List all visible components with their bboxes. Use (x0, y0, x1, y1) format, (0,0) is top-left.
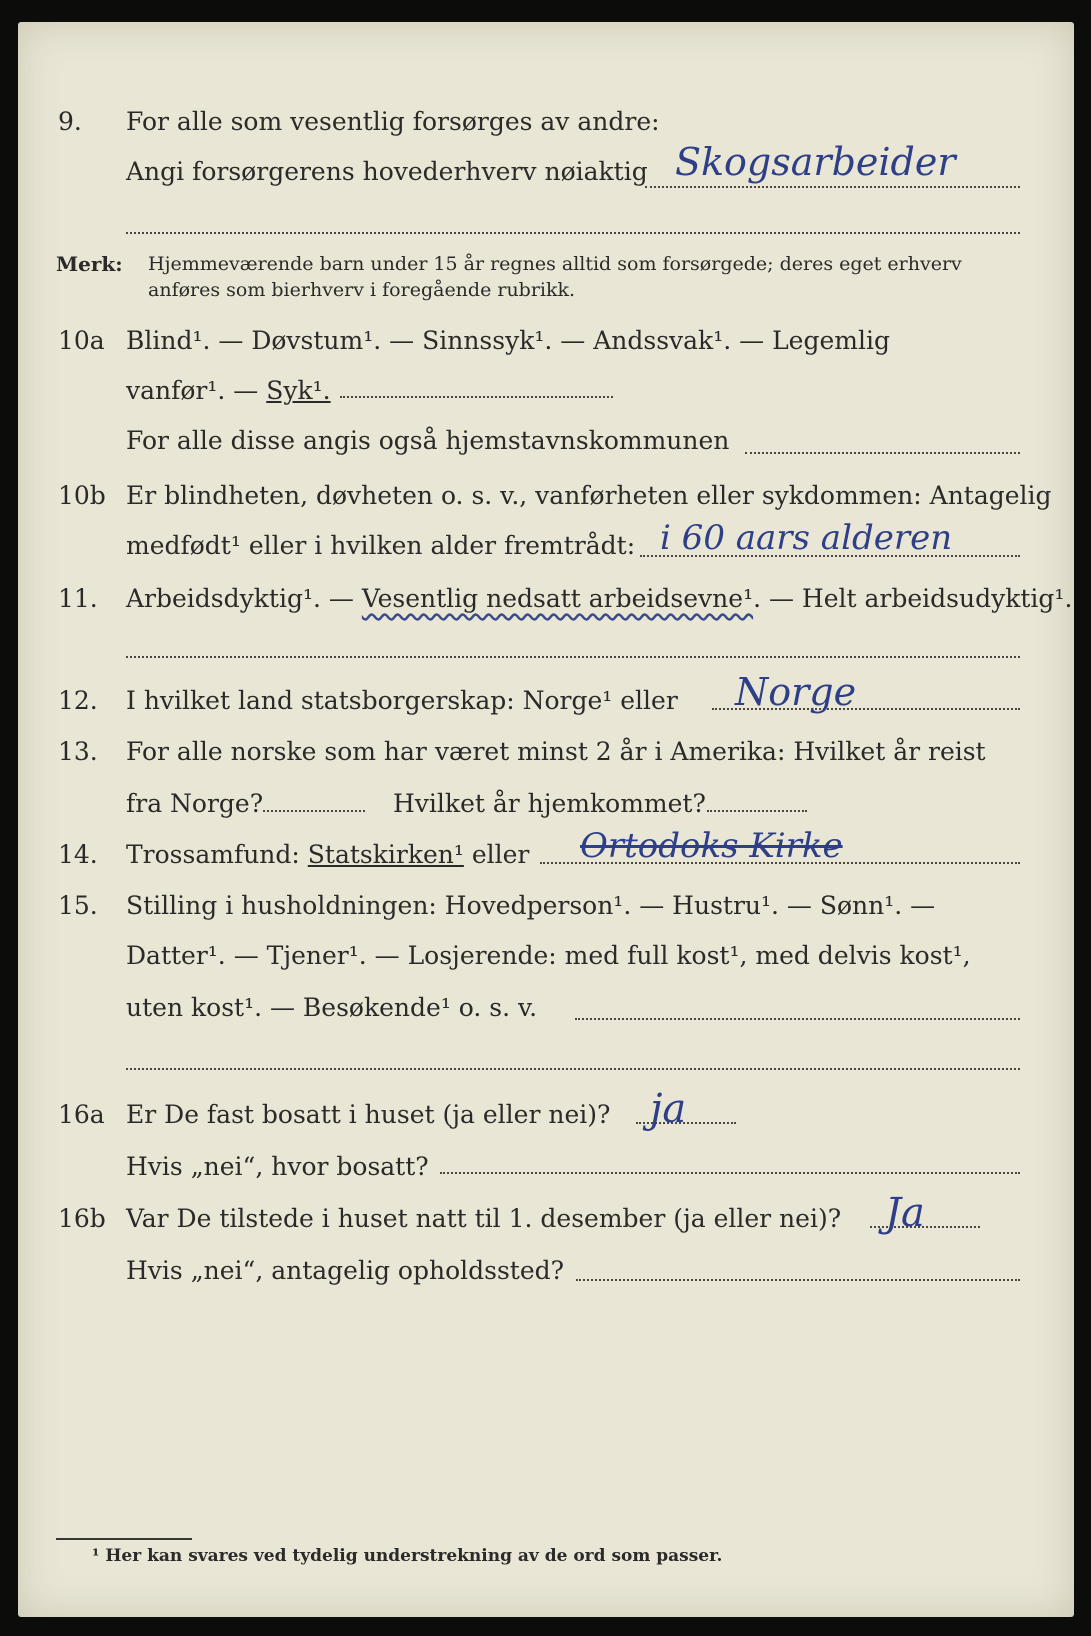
q13-number: 13. (58, 737, 98, 766)
q10b-line2: medfødt¹ eller i hvilken alder fremtrådt: (126, 531, 636, 560)
q14-statskirken: Statskirken¹ (307, 840, 464, 869)
q15-line2: Datter¹. — Tjener¹. — Losjerende: med full kost¹, med delvis kost¹, (126, 941, 971, 970)
q12-line1: I hvilket land statsborgerskap: Norge¹ eller (126, 686, 678, 715)
q11-suffix: . — Helt arbeidsudyktig¹. (753, 584, 1073, 613)
q10a-line1: Blind¹. — Døvstum¹. — Sinnssyk¹. — Andssvak¹. — Legemlig (126, 326, 890, 355)
q10b-line1: Er blindheten, døvheten o. s. v., vanførheten eller sykdommen: Antagelig (126, 481, 1052, 510)
q10b-answer: i 60 aars alderen (660, 518, 953, 558)
q9-number: 9. (58, 107, 82, 136)
q15-line3: uten kost¹. — Besøkende¹ o. s. v. (126, 993, 538, 1022)
q14-prefix: Trossamfund: (126, 840, 308, 869)
q13-line2b: Hvilket år hjemkommet? (393, 789, 706, 818)
q10a-line2 (126, 376, 331, 405)
q16a-bosatt-line (440, 1172, 1020, 1174)
q9-line1: For alle som vesentlig forsørges av andre: (126, 107, 660, 136)
q12-number: 12. (58, 686, 98, 715)
q10b-number: 10b (58, 481, 106, 510)
q11-selected-option: Vesentlig nedsatt arbeidsevne¹ (361, 584, 754, 613)
q11-extra-line (126, 656, 1020, 658)
q11-line (126, 584, 1072, 613)
q14-suffix: eller (463, 840, 530, 869)
q10a-syk-line (340, 396, 613, 398)
q16b-opholdssted-line (576, 1279, 1020, 1281)
footnote-rule (56, 1538, 192, 1540)
q9-extra-line (126, 232, 1020, 234)
q16b-number: 16b (58, 1204, 106, 1233)
merk-line1: Hjemmeværende barn under 15 år regnes alltid som forsørgede; deres eget erhverv (148, 253, 962, 275)
q13-line1: For alle norske som har været minst 2 år i Amerika: Hvilket år reist (126, 737, 986, 766)
q16a-line2: Hvis „nei“, hvor bosatt? (126, 1152, 429, 1181)
q16b-answer: Ja (885, 1190, 925, 1236)
q13-hjemkommet-line (707, 810, 807, 812)
footnote: ¹ Her kan svares ved tydelig understrekning av de ord som passer. (92, 1546, 723, 1566)
q11-number: 11. (58, 584, 98, 613)
q16b-line1: Var De tilstede i huset natt til 1. desember (ja eller nei)? (126, 1204, 842, 1233)
q9-answer-line (645, 186, 1020, 188)
q15-number: 15. (58, 891, 98, 920)
q14-line (126, 840, 529, 869)
q16b-line2: Hvis „nei“, antagelig opholdssted? (126, 1256, 565, 1285)
q16a-number: 16a (58, 1100, 105, 1129)
q14-number: 14. (58, 840, 98, 869)
merk-label: Merk: (56, 252, 123, 276)
q15-extra-line (126, 1068, 1020, 1070)
q10a-line3: For alle disse angis også hjemstavnskommunen (126, 426, 730, 455)
q16a-answer: ja (650, 1086, 687, 1132)
q10a-number: 10a (58, 326, 105, 355)
q10a-kommune-line (745, 452, 1020, 454)
q15-answer-line (575, 1018, 1020, 1020)
q15-line1: Stilling i husholdningen: Hovedperson¹. — Hustru¹. — Sønn¹. — (126, 891, 936, 920)
q11-prefix: Arbeidsdyktig¹. — (126, 584, 362, 613)
q14-answer: Ortodoks Kirke (580, 826, 843, 866)
q13-line2a: fra Norge? (126, 789, 264, 818)
q9-answer: Skogsarbeider (675, 140, 956, 184)
q9-line2: Angi forsørgerens hovederhverv nøiaktig (126, 157, 648, 186)
q13-reist-line (263, 810, 365, 812)
q16a-line1: Er De fast bosatt i huset (ja eller nei)? (126, 1100, 611, 1129)
q12-answer: Norge (735, 670, 857, 714)
q10a-line2-prefix: vanfør¹. — (126, 376, 267, 405)
merk-line2: anføres som bierhverv i foregående rubrikk. (148, 279, 576, 301)
q10a-syk-underlined: Syk¹. (266, 376, 331, 405)
